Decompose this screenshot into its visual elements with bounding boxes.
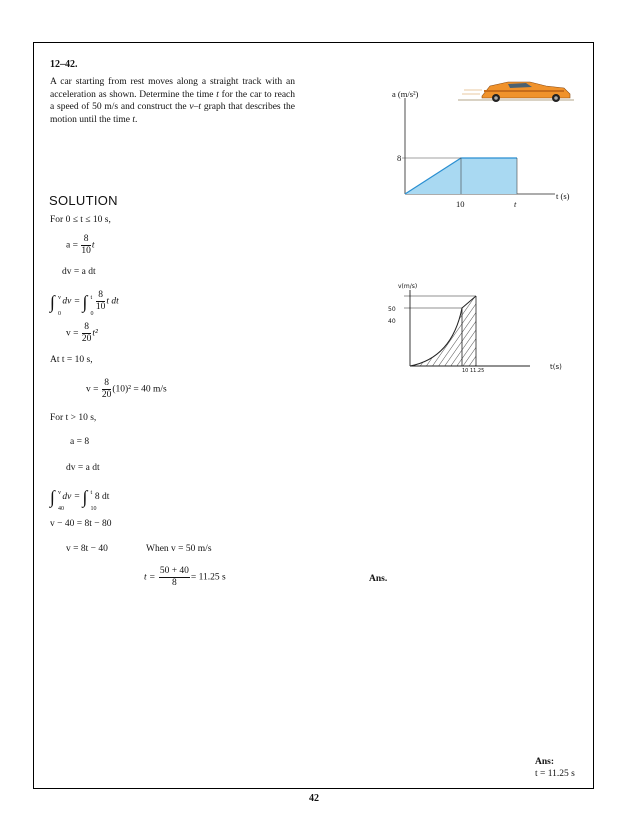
vt-xlabel: t(s) — [550, 363, 562, 371]
t-result-rhs: = 11.25 s — [190, 572, 226, 583]
at-10s: At t = 10 s, — [50, 355, 93, 365]
eight-dt: 8 dt — [94, 492, 110, 503]
t-squared: t² — [92, 328, 98, 339]
case-1-condition: For 0 ≤ t ≤ 10 s, — [50, 215, 111, 225]
dv-lhs: dv = — [62, 296, 81, 307]
var-t: t — [91, 240, 95, 251]
problem-text-1: A car starting from rest moves along a straight track with an acceleration as shown. Determine the time — [50, 77, 295, 100]
vt-xticks: 10 11.25 — [462, 368, 485, 374]
solution-heading: SOLUTION — [49, 193, 118, 208]
frac-8-20 — [82, 322, 92, 345]
problem-number: 12–42. — [50, 59, 78, 70]
at-ylabel: a (m/s²) — [392, 89, 419, 99]
race-car-illustration — [458, 82, 574, 102]
problem-text-3: graph that describes the motion until the time — [50, 102, 295, 125]
eq-dv-adt: dv = a dt — [62, 267, 96, 277]
final-ans-label: Ans: — [535, 757, 555, 767]
lower: 0 — [58, 310, 61, 317]
vt-ytick-50: 50 — [388, 306, 396, 313]
den: 8 — [171, 578, 177, 588]
num: 8 — [81, 234, 91, 246]
at-xtick-t: t — [514, 199, 517, 209]
integral-sign: ∫ t 0 — [83, 293, 93, 311]
problem-var-t-end: t — [132, 114, 135, 125]
eq-a8: a = 8 — [70, 437, 90, 447]
eq-a-lhs: a = — [66, 240, 78, 251]
v-lhs: v = — [86, 384, 99, 395]
eq-a — [66, 234, 94, 257]
at-ytick-8: 8 — [397, 153, 402, 163]
frac-8-10 — [96, 290, 106, 313]
eq-v-8t: v = 8t − 40 — [66, 544, 108, 554]
num: 8 — [82, 322, 92, 334]
num: 50 + 40 — [159, 566, 189, 576]
eq-integral-1 — [50, 290, 119, 317]
eq-t-result — [144, 566, 226, 589]
dv-lhs: dv = — [62, 492, 81, 503]
frac-8-10 — [81, 234, 91, 257]
t-lhs: t = — [144, 572, 156, 583]
upper: v — [58, 490, 61, 496]
num: 8 — [96, 290, 106, 302]
velocity-time-sketch — [390, 278, 580, 388]
case-2-condition: For t > 10 s, — [50, 413, 97, 423]
lower: 40 — [58, 506, 64, 512]
problem-statement — [50, 76, 295, 126]
upper: t — [90, 490, 93, 496]
vt-ytick-40: 40 — [388, 318, 396, 325]
at-xlabel: t (s) — [556, 191, 570, 201]
upper: t — [90, 294, 93, 301]
vt-ylabel: v(m/s) — [398, 283, 418, 290]
v-eval-rhs: (10)² = 40 m/s — [112, 384, 167, 395]
frac-8-20 — [102, 378, 112, 401]
integral-sign: ∫ t 10 — [83, 488, 93, 506]
den: 20 — [101, 390, 112, 400]
v-lhs: v = — [66, 328, 79, 339]
frac-90-8 — [159, 566, 190, 589]
eq-v-eval — [86, 378, 167, 401]
num: 8 — [102, 378, 112, 390]
eq-integral-2 — [50, 487, 110, 512]
lower: 0 — [90, 310, 94, 317]
when-v50: When v = 50 m/s — [146, 544, 212, 554]
lower: 10 — [90, 506, 97, 512]
vt-hatch-1 — [410, 308, 462, 366]
integral-sign: ∫ v 40 — [50, 488, 60, 506]
problem-period: . — [134, 114, 138, 125]
upper: v — [58, 294, 61, 301]
eq-v-minus-40: v − 40 = 8t − 80 — [50, 519, 112, 529]
at-xtick-10: 10 — [456, 199, 465, 209]
problem-var-t: t — [216, 89, 219, 100]
problem-text-2: for the car to reach a speed of 50 m/s and construct the — [50, 89, 295, 112]
ans-label-inline: Ans. — [369, 574, 388, 584]
eq-v — [66, 322, 98, 345]
den: 10 — [81, 246, 91, 256]
eq-dv-adt-2: dv = a dt — [66, 463, 100, 473]
t-dt: t dt — [106, 296, 119, 307]
problem-var-vt: v–t — [189, 102, 202, 112]
den: 10 — [95, 302, 106, 312]
page-number: 42 — [309, 793, 319, 804]
integral-sign: ∫ v 0 — [50, 293, 60, 311]
den: 20 — [81, 334, 92, 344]
final-ans-value: t = 11.25 s — [535, 769, 575, 779]
